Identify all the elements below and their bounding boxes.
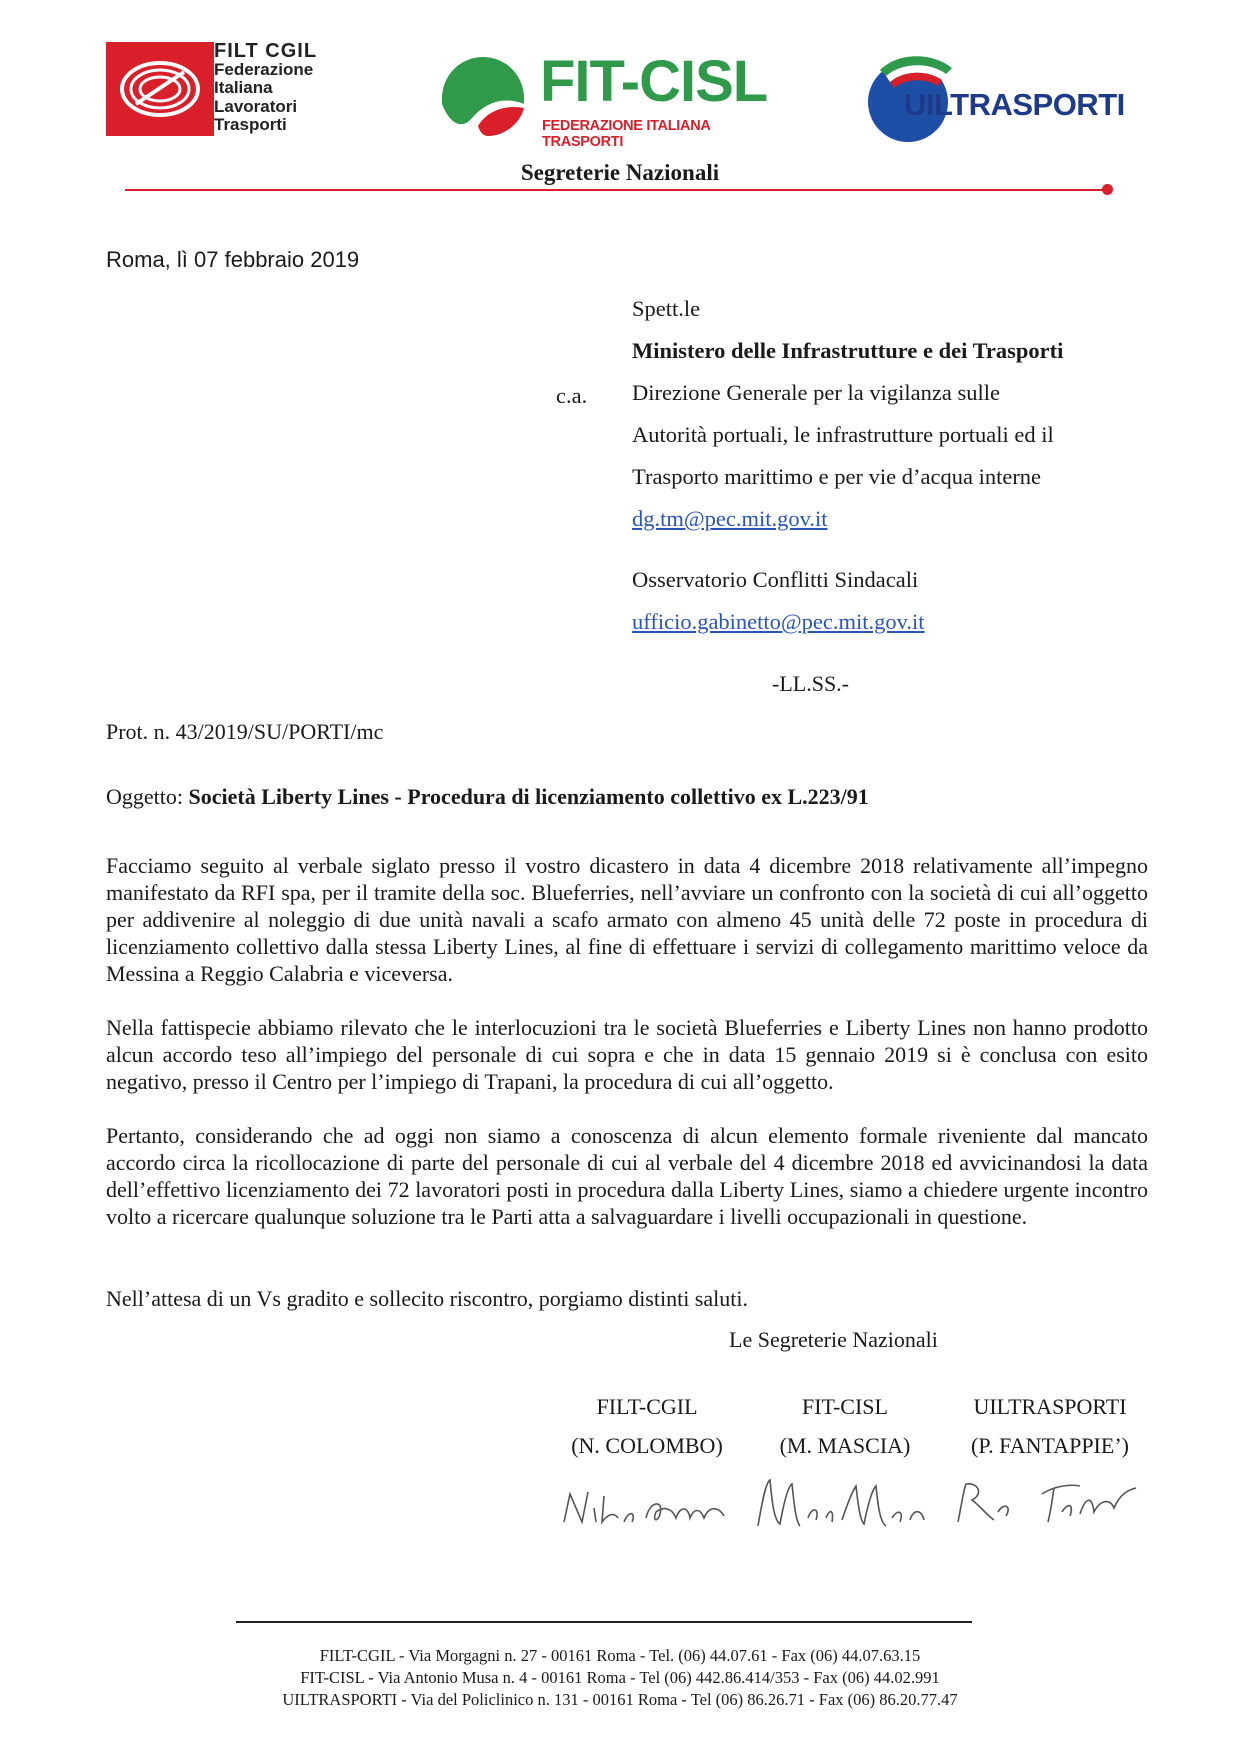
filt-cgil-logo: [106, 42, 326, 136]
fit-cisl-logo: [438, 48, 778, 150]
signatory-name: (M. MASCIA): [779, 1433, 911, 1458]
signature-colombo: [560, 1478, 730, 1538]
signature-heading: Le Segreterie Nazionali: [729, 1327, 938, 1352]
protocol-number: Prot. n. 43/2019/SU/PORTI/mc: [106, 719, 384, 744]
recipient-observatory: Osservatorio Conflitti Sindacali: [632, 567, 919, 592]
footer-address: FILT-CGIL - Via Morgagni n. 27 - 00161 Roma - Tel. (06) 44.07.61 - Fax (06) 44.07.63.15: [319, 1646, 921, 1665]
uiltrasporti-logo: [858, 48, 1128, 144]
filt-cgil-emblem: [106, 42, 214, 136]
signatory-name: (P. FANTAPPIE’): [971, 1433, 1129, 1458]
recipient-greeting: Spett.le: [632, 296, 701, 321]
subject-label: Oggetto:: [106, 784, 183, 809]
closing-line: Nell’attesa di un Vs gradito e sollecito riscontro, porgiamo distinti saluti.: [106, 1286, 748, 1311]
email-link-dg-tm[interactable]: dg.tm@pec.mit.gov.it: [632, 506, 828, 531]
signatory-org: FIT-CISL: [802, 1394, 888, 1419]
filt-logo-line: Federazione: [214, 59, 314, 79]
header-divider-dot: [1102, 184, 1113, 195]
uiltrasporti-name: UILTRASPORTI: [904, 87, 1125, 122]
header-divider: [125, 189, 1107, 191]
signature-fantappie: [950, 1472, 1140, 1534]
signatory-org: UILTRASPORTI: [973, 1394, 1127, 1419]
subject-line: [106, 784, 869, 810]
body-paragraph: Facciamo seguito al verbale siglato presso il vostro dicastero in data 4 dicembre 2018 relativamente all’impegno manifestato da RFI spa, per il tramite della soc. Blueferries, nell’avviare un confronto con la società di cui all’oggetto per addivenire al noleggio di due unità navali a scafo armato con almeno 45 unità delle 72 poste in procedura di licenziamento collettivo dalla stessa Liberty Lines, al fine di effettuare i servizi di collegamento marittimo veloce da Messina a Reggio Calabria e viceversa.: [106, 853, 1148, 986]
subject-text: Società Liberty Lines - Procedura di licenziamento collettivo ex L.223/91: [188, 784, 869, 809]
fit-cisl-subtitle: FEDERAZIONE ITALIANA TRASPORTI: [542, 118, 710, 150]
body-paragraph: Pertanto, considerando che ad oggi non siamo a conoscenza di alcun elemento formale riveniente dal mancato accordo circa la ricollocazione di parte del personale di cui al verbale del 4 dicembre 2018 ed avvicinandosi la data dell’effettivo licenziamento dei 72 lavoratori posti in procedura dalla Liberty Lines, siamo a chiedere urgente incontro volto a ricercare qualunque soluzione tra le Parti atta a salvaguardare i livelli occupazionali in questione.: [106, 1123, 1148, 1229]
llss-label: -LL.SS.-: [772, 671, 849, 696]
signature-mascia: [752, 1472, 932, 1538]
footer-divider: [236, 1621, 972, 1623]
ca-label: c.a.: [556, 383, 588, 408]
filt-logo-line: Lavoratori: [214, 96, 298, 116]
fit-cisl-emblem: [438, 48, 528, 138]
recipient-direction-line: Trasporto marittimo e per vie d’acqua interne: [632, 464, 1042, 489]
signatory-name: (N. COLOMBO): [571, 1433, 723, 1458]
signatory-org: FILT-CGIL: [596, 1394, 698, 1419]
footer-address: FIT-CISL - Via Antonio Musa n. 4 - 00161 Roma - Tel (06) 442.86.414/353 - Fax (06) 44.02.991: [300, 1668, 940, 1687]
fit-cisl-name: FIT-CISL: [540, 49, 768, 114]
filt-logo-line: Trasporti: [214, 115, 287, 134]
filt-logo-line: Italiana: [214, 78, 273, 97]
filt-logo-line: FILT CGIL: [214, 40, 318, 62]
segreterie-heading: Segreterie Nazionali: [520, 160, 720, 185]
body-paragraph: Nella fattispecie abbiamo rilevato che le interlocuzioni tra le società Blueferries e Liberty Lines non hanno prodotto alcun accordo teso all’impiego del personale di cui sopra e che in data 15 gennaio 2019 si è conclusa con esito negativo, presso il Centro per l’impiego di Trapani, la procedura di cui all’oggetto.: [106, 1015, 1148, 1094]
recipient-ministry: Ministero delle Infrastrutture e dei Trasporti: [632, 338, 1064, 363]
recipient-direction-line: Direzione Generale per la vigilanza sulle: [632, 380, 1000, 405]
email-link-gabinetto[interactable]: ufficio.gabinetto@pec.mit.gov.it: [632, 609, 925, 634]
footer-address: UILTRASPORTI - Via del Policlinico n. 131 - 00161 Roma - Tel (06) 86.26.71 - Fax (06) 86.20.77.47: [282, 1690, 958, 1709]
recipient-direction-line: Autorità portuali, le infrastrutture portuali ed il: [632, 422, 1054, 447]
date-line: Roma, lì 07 febbraio 2019: [106, 247, 360, 272]
